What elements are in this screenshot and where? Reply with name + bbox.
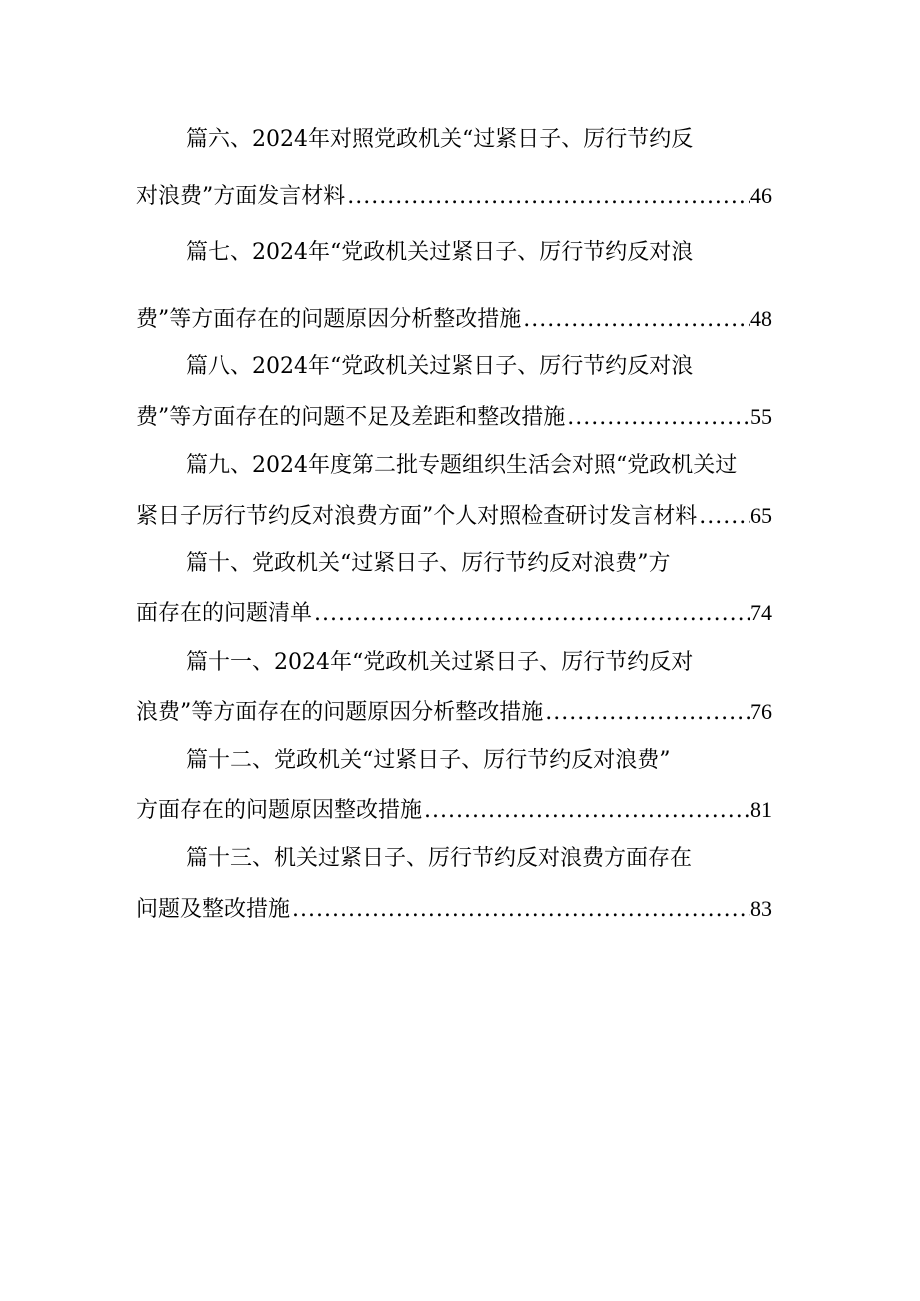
dot-leader xyxy=(312,599,750,629)
toc-entry-title: 篇十、党政机关“过紧日子、厉行节约反对浪费”方 xyxy=(186,551,671,576)
page-number: 74 xyxy=(750,600,772,625)
toc-entry-continuation xyxy=(136,598,772,629)
toc-entry-text: 浪费”等方面存在的问题原因分析整改措施 xyxy=(136,700,544,725)
page-number: 81 xyxy=(750,797,772,822)
toc-entry-title: 篇十三、机关过紧日子、厉行节约反对浪费方面存在 xyxy=(186,846,693,871)
toc-entry-continuation xyxy=(136,304,772,335)
dot-leader xyxy=(521,305,750,335)
toc-entry-continuation xyxy=(136,402,772,433)
toc-entry-text: 方面存在的问题原因整改措施 xyxy=(136,798,423,823)
toc-entry-title: 篇七、2024年“党政机关过紧日子、厉行节约反对浪 xyxy=(186,240,694,265)
toc-entry-text: 费”等方面存在的问题不足及差距和整改措施 xyxy=(136,405,566,430)
toc-entry-continuation xyxy=(136,697,772,728)
page-number: 48 xyxy=(750,306,772,331)
toc-entry-continuation xyxy=(136,894,772,925)
toc-entry-text: 面存在的问题清单 xyxy=(136,601,313,626)
page-number: 83 xyxy=(750,896,772,921)
dot-leader xyxy=(565,403,750,433)
toc-entry-title: 篇六、2024年对照党政机关“过紧日子、厉行节约反 xyxy=(186,127,694,152)
toc-entry-title: 篇八、2024年“党政机关过紧日子、厉行节约反对浪 xyxy=(186,354,694,379)
toc-entry-title: 篇十二、党政机关“过紧日子、厉行节约反对浪费” xyxy=(186,748,671,773)
toc-entry-text: 问题及整改措施 xyxy=(136,897,291,922)
dot-leader xyxy=(290,895,750,925)
toc-entry-text: 费”等方面存在的问题原因分析整改措施 xyxy=(136,307,522,332)
dot-leader xyxy=(345,182,750,212)
toc-entry-title: 篇十一、2024年“党政机关过紧日子、厉行节约反对 xyxy=(186,650,694,675)
toc-entry-continuation xyxy=(136,795,772,826)
toc-entry-title: 篇九、2024年度第二批专题组织生活会对照“党政机关过 xyxy=(186,453,738,478)
page-number: 65 xyxy=(750,503,772,528)
toc-entry-text: 对浪费”方面发言材料 xyxy=(136,184,346,209)
page-number: 55 xyxy=(750,404,772,429)
page-number: 76 xyxy=(750,699,772,724)
dot-leader xyxy=(543,698,750,728)
dot-leader xyxy=(697,502,750,532)
page-number: 46 xyxy=(750,183,772,208)
toc-entry-continuation xyxy=(136,501,772,532)
dot-leader xyxy=(422,796,750,826)
toc-entry-continuation xyxy=(136,181,772,212)
toc-entry-text: 紧日子厉行节约反对浪费方面”个人对照检查研讨发言材料 xyxy=(136,504,698,529)
